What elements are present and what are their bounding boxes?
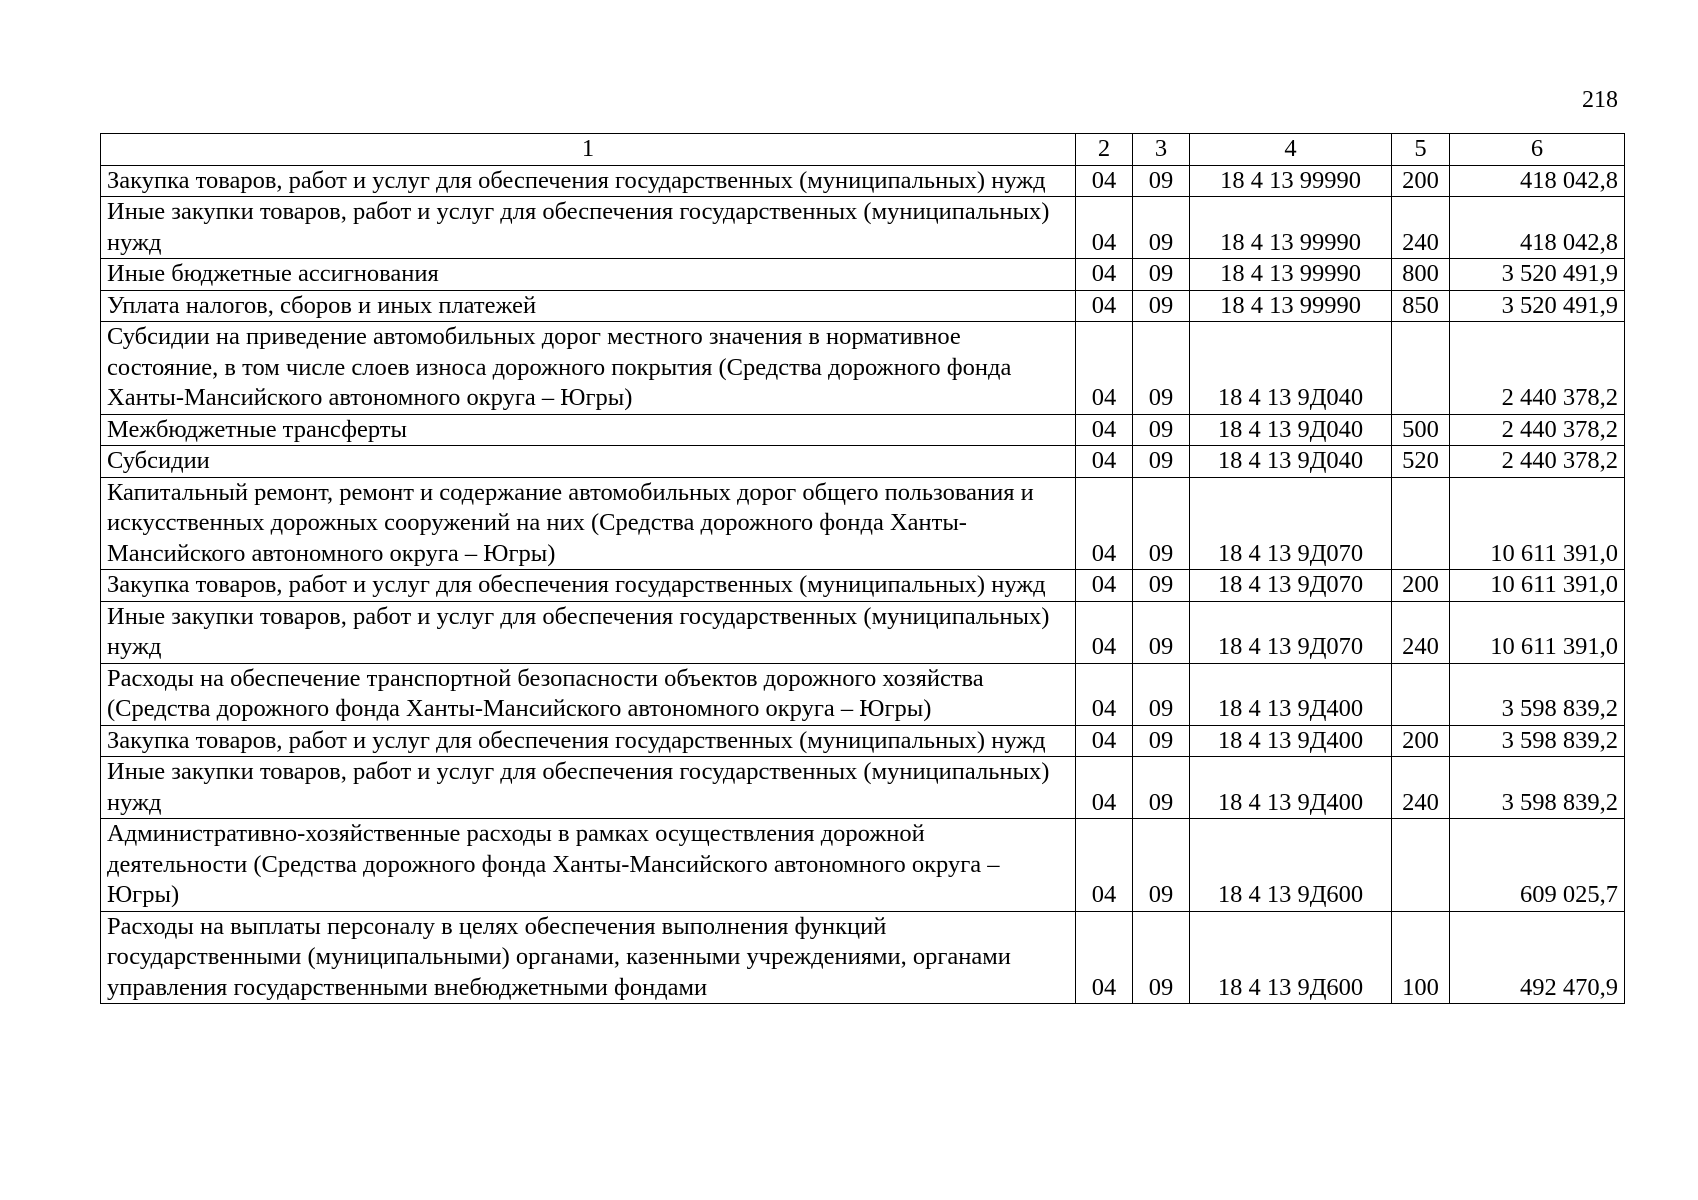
cell-expense-type: 800 <box>1392 259 1450 291</box>
cell-expense-type: 240 <box>1392 197 1450 259</box>
cell-expense-type: 200 <box>1392 165 1450 197</box>
cell-expense-type: 200 <box>1392 725 1450 757</box>
header-col-2: 2 <box>1076 134 1133 166</box>
table-row <box>101 725 1625 757</box>
cell-name: Уплата налогов, сборов и иных платежей <box>101 290 1076 322</box>
cell-amount: 10 611 391,0 <box>1450 570 1625 602</box>
cell-expense-type <box>1392 663 1450 725</box>
table-row <box>101 290 1625 322</box>
cell-subsection: 09 <box>1133 322 1190 415</box>
header-col-6: 6 <box>1450 134 1625 166</box>
header-col-5: 5 <box>1392 134 1450 166</box>
cell-amount: 2 440 378,2 <box>1450 446 1625 478</box>
cell-subsection: 09 <box>1133 911 1190 1004</box>
cell-name: Межбюджетные трансферты <box>101 414 1076 446</box>
header-row <box>101 134 1625 166</box>
cell-amount: 2 440 378,2 <box>1450 322 1625 415</box>
cell-expense-type: 850 <box>1392 290 1450 322</box>
cell-expense-type <box>1392 477 1450 570</box>
table-row <box>101 570 1625 602</box>
cell-section: 04 <box>1076 477 1133 570</box>
cell-expense-type: 240 <box>1392 757 1450 819</box>
cell-expense-type: 520 <box>1392 446 1450 478</box>
cell-subsection: 09 <box>1133 570 1190 602</box>
cell-subsection: 09 <box>1133 414 1190 446</box>
cell-amount: 3 598 839,2 <box>1450 725 1625 757</box>
cell-subsection: 09 <box>1133 601 1190 663</box>
cell-subsection: 09 <box>1133 757 1190 819</box>
cell-subsection: 09 <box>1133 477 1190 570</box>
cell-amount: 2 440 378,2 <box>1450 414 1625 446</box>
table-row <box>101 477 1625 570</box>
table-row <box>101 757 1625 819</box>
cell-amount: 3 520 491,9 <box>1450 259 1625 291</box>
table-row <box>101 601 1625 663</box>
cell-subsection: 09 <box>1133 259 1190 291</box>
cell-name: Субсидии <box>101 446 1076 478</box>
table-row <box>101 819 1625 912</box>
header-col-1: 1 <box>101 134 1076 166</box>
cell-subsection: 09 <box>1133 197 1190 259</box>
cell-name: Иные бюджетные ассигнования <box>101 259 1076 291</box>
cell-amount: 3 598 839,2 <box>1450 663 1625 725</box>
table-header <box>101 134 1625 166</box>
table-row <box>101 259 1625 291</box>
table-row <box>101 322 1625 415</box>
cell-section: 04 <box>1076 570 1133 602</box>
cell-target-article: 18 4 13 9Д400 <box>1190 757 1392 819</box>
cell-section: 04 <box>1076 757 1133 819</box>
cell-name: Иные закупки товаров, работ и услуг для обеспечения государственных (муниципальных) нужд <box>101 757 1076 819</box>
table-row <box>101 165 1625 197</box>
cell-target-article: 18 4 13 9Д070 <box>1190 570 1392 602</box>
cell-amount: 10 611 391,0 <box>1450 477 1625 570</box>
cell-name: Закупка товаров, работ и услуг для обеспечения государственных (муниципальных) нужд <box>101 725 1076 757</box>
cell-amount: 418 042,8 <box>1450 165 1625 197</box>
cell-target-article: 18 4 13 9Д600 <box>1190 819 1392 912</box>
cell-target-article: 18 4 13 9Д600 <box>1190 911 1392 1004</box>
page-number: 218 <box>1582 87 1618 113</box>
cell-subsection: 09 <box>1133 663 1190 725</box>
cell-section: 04 <box>1076 197 1133 259</box>
header-col-4: 4 <box>1190 134 1392 166</box>
cell-expense-type: 240 <box>1392 601 1450 663</box>
cell-name: Иные закупки товаров, работ и услуг для обеспечения государственных (муниципальных) нужд <box>101 197 1076 259</box>
cell-expense-type: 100 <box>1392 911 1450 1004</box>
cell-subsection: 09 <box>1133 290 1190 322</box>
cell-target-article: 18 4 13 9Д400 <box>1190 725 1392 757</box>
table-body <box>101 165 1625 1004</box>
cell-section: 04 <box>1076 663 1133 725</box>
cell-expense-type: 200 <box>1392 570 1450 602</box>
cell-name: Субсидии на приведение автомобильных дорог местного значения в нормативное состояние, в том числе слоев износа дорожного покрытия (Средства дорожного фонда Ханты-Мансийского автономного округа – Югры) <box>101 322 1076 415</box>
table-row <box>101 197 1625 259</box>
cell-target-article: 18 4 13 99990 <box>1190 259 1392 291</box>
table-row <box>101 414 1625 446</box>
cell-target-article: 18 4 13 99990 <box>1190 197 1392 259</box>
cell-amount: 3 598 839,2 <box>1450 757 1625 819</box>
cell-target-article: 18 4 13 9Д400 <box>1190 663 1392 725</box>
cell-target-article: 18 4 13 99990 <box>1190 290 1392 322</box>
cell-amount: 418 042,8 <box>1450 197 1625 259</box>
cell-name: Административно-хозяйственные расходы в рамках осуществления дорожной деятельности (Средства дорожного фонда Ханты-Мансийского автономного округа – Югры) <box>101 819 1076 912</box>
cell-section: 04 <box>1076 414 1133 446</box>
cell-name: Иные закупки товаров, работ и услуг для обеспечения государственных (муниципальных) нужд <box>101 601 1076 663</box>
cell-section: 04 <box>1076 601 1133 663</box>
cell-amount: 3 520 491,9 <box>1450 290 1625 322</box>
cell-expense-type <box>1392 322 1450 415</box>
cell-section: 04 <box>1076 259 1133 291</box>
cell-section: 04 <box>1076 322 1133 415</box>
cell-target-article: 18 4 13 99990 <box>1190 165 1392 197</box>
cell-section: 04 <box>1076 819 1133 912</box>
cell-amount: 10 611 391,0 <box>1450 601 1625 663</box>
cell-name: Расходы на обеспечение транспортной безопасности объектов дорожного хозяйства (Средства дорожного фонда Ханты-Мансийского автономного округа – Югры) <box>101 663 1076 725</box>
header-col-3: 3 <box>1133 134 1190 166</box>
cell-amount: 609 025,7 <box>1450 819 1625 912</box>
cell-name: Расходы на выплаты персоналу в целях обеспечения выполнения функций государственными (муниципальными) органами, казенными учреждениями, органами управления государственными внебюджетными фондами <box>101 911 1076 1004</box>
table-row <box>101 911 1625 1004</box>
cell-target-article: 18 4 13 9Д070 <box>1190 601 1392 663</box>
cell-target-article: 18 4 13 9Д040 <box>1190 322 1392 415</box>
cell-section: 04 <box>1076 290 1133 322</box>
cell-subsection: 09 <box>1133 819 1190 912</box>
cell-expense-type <box>1392 819 1450 912</box>
cell-subsection: 09 <box>1133 446 1190 478</box>
cell-target-article: 18 4 13 9Д040 <box>1190 414 1392 446</box>
cell-name: Закупка товаров, работ и услуг для обеспечения государственных (муниципальных) нужд <box>101 570 1076 602</box>
table-row <box>101 663 1625 725</box>
cell-expense-type: 500 <box>1392 414 1450 446</box>
table-row <box>101 446 1625 478</box>
cell-section: 04 <box>1076 911 1133 1004</box>
cell-section: 04 <box>1076 446 1133 478</box>
cell-name: Капитальный ремонт, ремонт и содержание автомобильных дорог общего пользования и искусственных дорожных сооружений на них (Средства дорожного фонда Ханты-Мансийского автономного округа – Югры) <box>101 477 1076 570</box>
cell-subsection: 09 <box>1133 725 1190 757</box>
budget-table <box>100 133 1625 1004</box>
cell-section: 04 <box>1076 725 1133 757</box>
cell-subsection: 09 <box>1133 165 1190 197</box>
cell-name: Закупка товаров, работ и услуг для обеспечения государственных (муниципальных) нужд <box>101 165 1076 197</box>
cell-target-article: 18 4 13 9Д040 <box>1190 446 1392 478</box>
cell-section: 04 <box>1076 165 1133 197</box>
cell-target-article: 18 4 13 9Д070 <box>1190 477 1392 570</box>
cell-amount: 492 470,9 <box>1450 911 1625 1004</box>
